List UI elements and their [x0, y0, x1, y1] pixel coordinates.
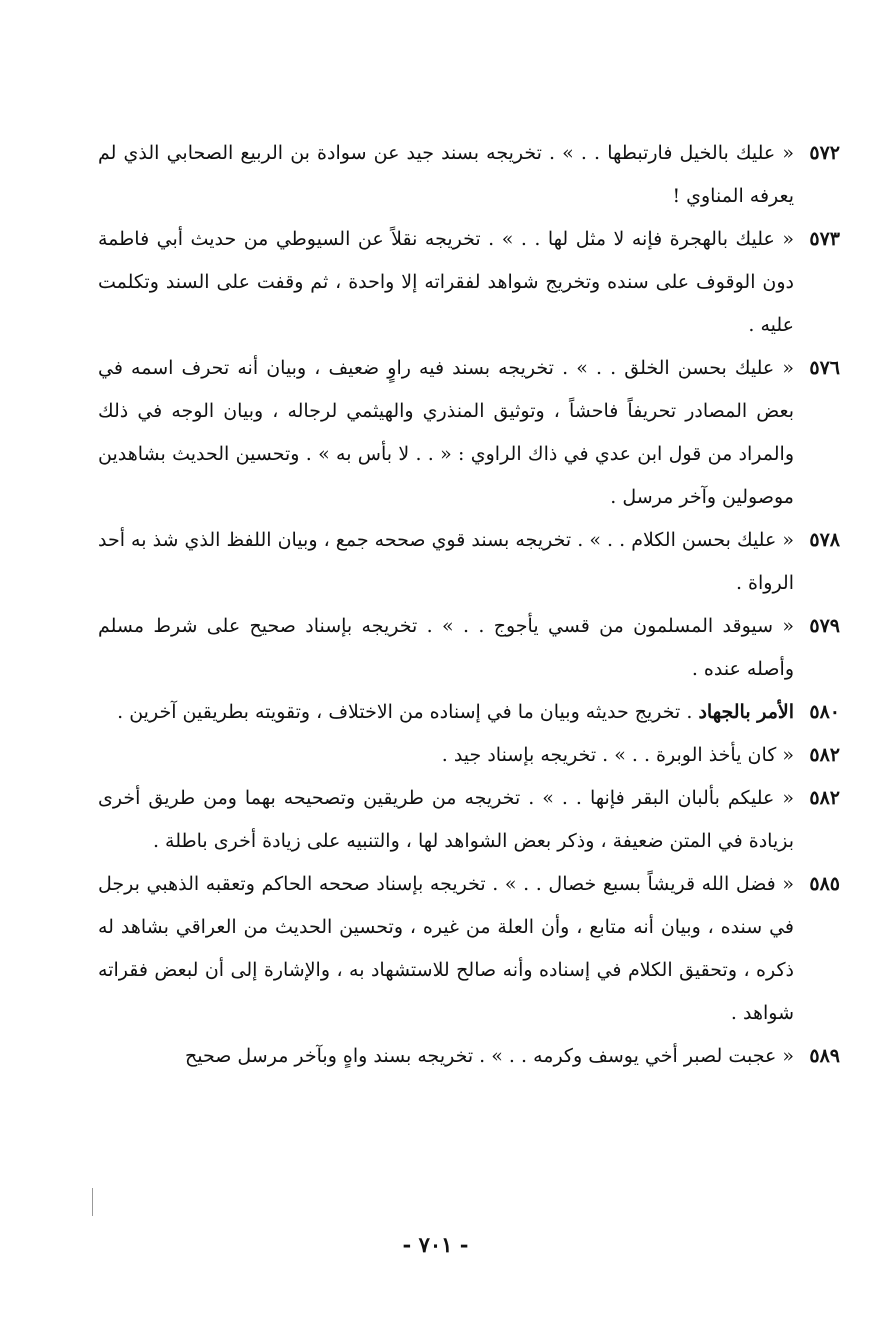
entry-text: « سيوقد المسلمون من قسي يأجوج . . » . تخريجه بإسناد صحيح على شرط مسلم وأصله عنده . — [98, 615, 795, 680]
entry-number: ٥٧٢ — [809, 142, 840, 164]
index-entry — [98, 519, 840, 605]
entry-number: ٥٨٠ — [809, 701, 840, 723]
entry-text — [98, 691, 794, 734]
margin-mark — [92, 1188, 93, 1216]
entry-number: ٥٧٦ — [809, 357, 840, 379]
entry-number: ٥٧٩ — [809, 615, 840, 637]
entry-text: « عليك بالخيل فارتبطها . . » . تخريجه بسند جيد عن سوادة بن الربيع الصحابي الذي لم يعرفه المناوي ! — [98, 142, 794, 207]
entry-number: ٥٨٢ — [809, 744, 840, 766]
entry-number: ٥٧٣ — [809, 228, 840, 250]
index-list — [98, 132, 840, 1078]
index-entry — [98, 347, 840, 519]
entry-text: « عليكم بألبان البقر فإنها . . » . تخريجه من طريقين وتصحيحه بهما ومن طريق أخرى بزيادة في المتن ضعيفة ، وذكر بعض الشواهد لها ، والتنبيه على زيادة أخرى باطلة . — [98, 787, 794, 852]
entry-text-rest: . تخريج حديثه وبيان ما في إسناده من الاختلاف ، وتقويته بطريقين آخرين . — [117, 701, 699, 723]
entry-text: « عليك بالهجرة فإنه لا مثل لها . . » . تخريجه نقلاً عن السيوطي من حديث أبي فاطمة دون الوقوف على سنده وتخريج شواهد لفقراته إلا واحدة ، ثم وقفت على السند وتكلمت عليه . — [98, 228, 794, 336]
index-entry — [98, 863, 840, 1035]
page-number: - ٧٠١ - — [402, 1232, 469, 1257]
entry-text: « عليك بحسن الكلام . . » . تخريجه بسند قوي صححه جمع ، وبيان اللفظ الذي شذ به أحد الرواة . — [98, 529, 794, 594]
entry-number: ٥٨٥ — [809, 873, 840, 895]
entry-heading: الأمر بالجهاد — [698, 701, 794, 723]
index-entry — [98, 691, 840, 734]
index-entry — [98, 218, 840, 347]
index-entry — [98, 734, 840, 777]
entry-number: ٥٧٨ — [809, 529, 840, 551]
entry-text: « كان يأخذ الوبرة . . » . تخريجه بإسناد جيد . — [441, 744, 794, 766]
index-entry — [98, 1035, 840, 1078]
index-entry — [98, 132, 840, 218]
entry-text: « فضل الله قريشاً بسبع خصال . . » . تخريجه بإسناد صححه الحاكم وتعقبه الذهبي برجل في سنده ، وبيان أنه متابع ، وأن العلة من غيره ، وتحسين الحديث من العراقي بشاهد له ذكره ، وتحقيق الكلام في إسناده وأنه صالح للاستشهاد به ، والإشارة إلى أن لبعض فقراته شواهد . — [98, 873, 794, 1024]
index-entry — [98, 605, 840, 691]
entry-text: « عجبت لصبر أخي يوسف وكرمه . . » . تخريجه بسند واهٍ وبآخر مرسل صحيح — [184, 1045, 794, 1067]
entry-number: ٥٨٩ — [809, 1045, 840, 1067]
entry-text: « عليك بحسن الخلق . . » . تخريجه بسند فيه راوٍ ضعيف ، وبيان أنه تحرف اسمه في بعض المصادر تحريفاً فاحشاً ، وتوثيق المنذري والهيثمي لرجاله ، وبيان الوجه في ذلك والمراد من قول ابن عدي في ذاك الراوي : « . . لا بأس به » . وتحسين الحديث بشاهدين موصولين وآخر مرسل . — [98, 357, 794, 508]
entry-number: ٥٨٢ — [809, 787, 840, 809]
index-entry — [98, 777, 840, 863]
